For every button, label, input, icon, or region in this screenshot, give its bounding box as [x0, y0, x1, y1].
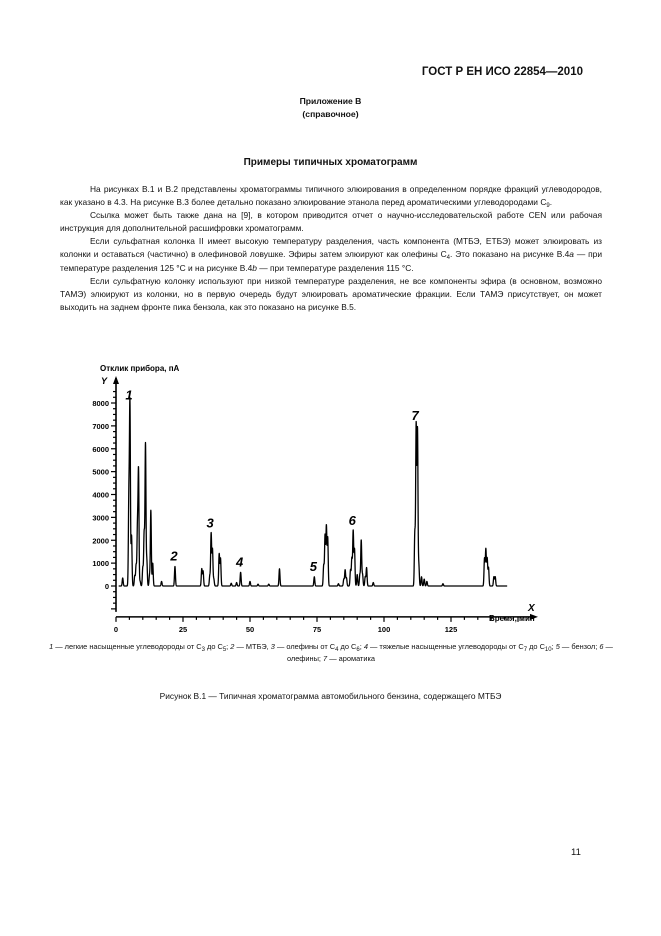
figure-legend [46, 641, 616, 664]
text-segment: — олефины от С [274, 642, 336, 651]
x-tick-label: 25 [178, 624, 188, 634]
peak-label: 6 [348, 513, 356, 529]
y-axis-title: Отклик прибора, пА [100, 364, 180, 373]
text-segment: . [549, 197, 553, 208]
subscript: 4 [335, 647, 339, 653]
standard-number: ГОСТ Р ЕН ИСО 22854—2010 [421, 66, 583, 78]
x-tick-label: 75 [312, 624, 322, 634]
text-segment: — МТБЭ, [234, 642, 271, 651]
text-segment: — тяжелые насыщенные углеводороды от С [367, 642, 524, 651]
text-segment: до С [338, 642, 357, 651]
y-tick-label: 8000 [92, 399, 109, 408]
text-segment: 1 [49, 642, 54, 651]
x-tick-label: 125 [444, 624, 458, 634]
x-tick-label: 0 [113, 624, 119, 634]
text-segment: — легкие насыщенные углеводороды от С [53, 642, 202, 651]
y-axis-letter: Y [101, 376, 108, 386]
axes [92, 376, 538, 634]
text-segment: На рисунках В.1 и В.2 представлены хроматограммы типичного элюирования в определенном порядке фракций углеводородов, как указано в 4.3. На рисунке В.3 более детально показано элюирование этанола перед ароматическими углеводородами С [60, 184, 602, 208]
page-number: 11 [571, 847, 581, 858]
subscript: 9 [546, 203, 550, 210]
text-segment: — бензол; [559, 642, 600, 651]
text-segment: 4 [363, 642, 368, 651]
text-segment: . Это показано на рисунке В.4 [450, 249, 570, 260]
peak-label: 5 [309, 558, 317, 574]
y-tick-label: 1000 [92, 559, 109, 569]
y-tick-label: 6000 [92, 444, 109, 454]
text-segment: ; [359, 642, 364, 651]
x-tick-label: 50 [245, 624, 255, 634]
text-segment: ; [226, 642, 231, 651]
text-segment: — при температуре разделения 115 °С. [256, 262, 414, 273]
text-segment: до С [527, 642, 545, 651]
y-tick-label: 2000 [92, 536, 109, 546]
text-segment: — ароматика [327, 653, 376, 663]
y-tick-label: 5000 [92, 467, 109, 477]
y-tick-label: 3000 [92, 513, 109, 523]
peak-label: 1 [125, 387, 133, 403]
text-segment: Если сульфатную колонку используют при низкой температуре разделения, не все компоненты эфира (в основном, возможно ТАМЭ) элюируют из колонки, но в первую очередь будут элюировать ароматические фракции. Если ТАМЭ присутствует, он может выходить на заднем фронте пика бензола, как это показано на рисунке В.5. [60, 275, 602, 312]
annex-title: Приложение В [299, 96, 362, 106]
subscript: 3 [201, 647, 205, 653]
annex-status: (справочное) [302, 109, 359, 119]
subscript: 10 [544, 647, 552, 653]
peak-label: 3 [206, 515, 214, 531]
peak-label: 4 [236, 554, 244, 570]
subscript: 5 [222, 647, 227, 653]
subscript: 6 [356, 647, 360, 653]
text-segment: Если сульфатная колонка II имеет высокую температуру разделения, часть компонента (МТБЭ, ЕТБЭ) может элюировать из колонки и оставаться (частично) в олефиновой ловушке. Эфиры затем элюируют как олефины С [60, 236, 602, 260]
text-segment: b [252, 262, 257, 273]
peak-label: 7 [411, 407, 419, 423]
peak-label: 2 [170, 548, 178, 564]
y-tick-label: 7000 [92, 421, 109, 431]
text-segment: a [569, 249, 574, 260]
text-segment: 7 [323, 653, 328, 663]
text-segment: 3 [270, 642, 275, 651]
text-segment: Ссылка может быть также дана на [9], в котором приводится отчет о научно-исследовательской работе CEN или рабочая инструкция для дополнительной расшифровки хроматограмм. [60, 210, 602, 234]
text-segment: 5 [555, 642, 560, 651]
section-title: Примеры типичных хроматограмм [243, 157, 418, 168]
text-segment: — при температуре разделения 125 °С и на рисунке В.4 [60, 249, 603, 273]
text-segment: ; [551, 642, 556, 651]
subscript: 7 [523, 647, 528, 653]
text-segment: — олефины; [286, 642, 613, 663]
text-segment: 2 [230, 642, 235, 651]
y-axis-arrow [113, 376, 119, 384]
text-segment: 6 [599, 642, 604, 651]
y-tick-label: 4000 [92, 490, 109, 500]
x-axis-letter: X [528, 603, 535, 614]
x-tick-label: 100 [377, 624, 391, 634]
figure-caption: Рисунок В.1 — Типичная хроматограмма автомобильного бензина, содержащего МТБЭ [159, 691, 502, 701]
x-axis-title: Время, мин [489, 614, 535, 623]
subscript: 4 [446, 255, 451, 262]
y-tick-label: 0 [104, 582, 109, 591]
peak-labels [125, 387, 419, 574]
text-segment: до С [204, 642, 223, 651]
